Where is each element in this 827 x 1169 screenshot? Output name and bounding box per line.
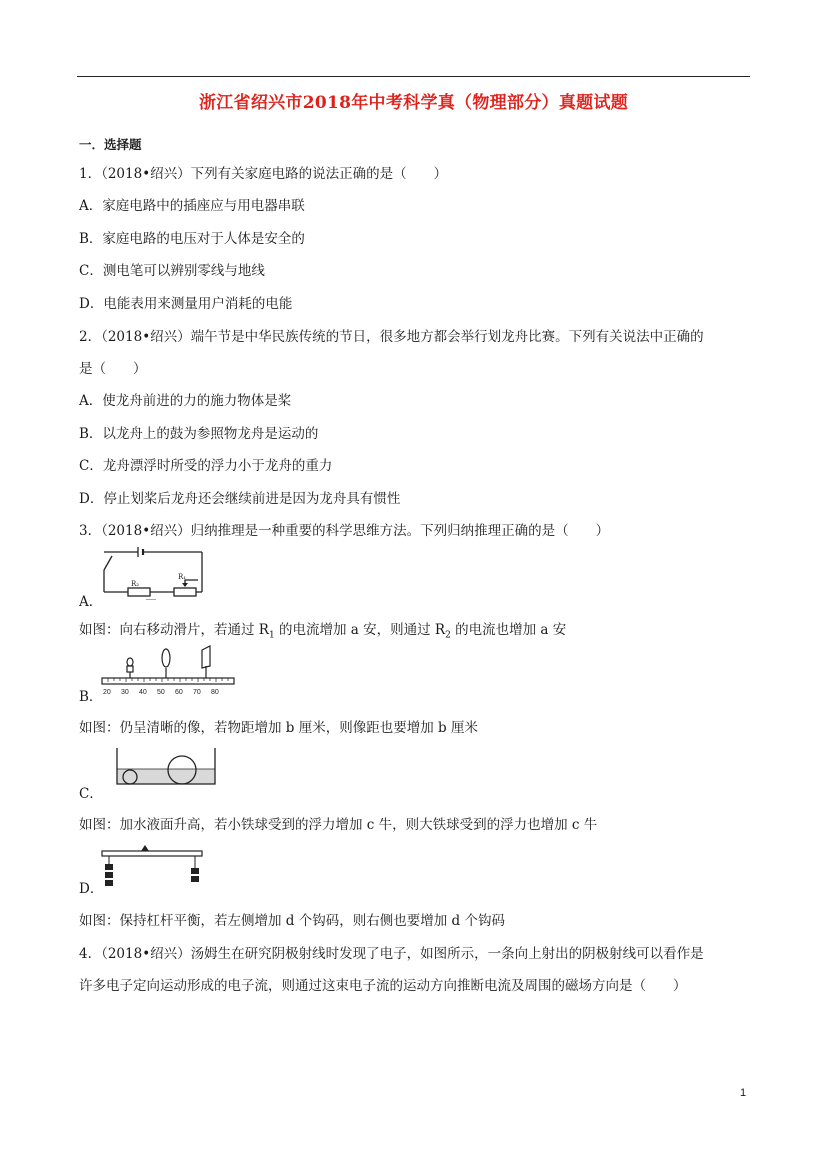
q2-stem-line1: 2．（2018•绍兴）端午节是中华民族传统的节日，很多地方都会举行划龙舟比赛。下列有关说法中正确的 [79,329,704,345]
q3-a-text: 如图：向右移动滑片，若通过 $R_1$ 的电流增加 a 安，则通过 $R_2$ 的电流也增加 a 安 [79,622,567,641]
q1-option-c: C．测电笔可以辨别零线与地线 [79,263,265,279]
fig-a-r2-label: R₂ [131,580,140,588]
q3-figure-d-lever [98,844,208,890]
fig-a-r1-label: R₁ [178,573,187,581]
q1-stem: 1．（2018•绍兴）下列有关家庭电路的说法正确的是（ ） [79,166,448,182]
header-rule [77,76,750,77]
q4-stem-line2: 许多电子定向运动形成的电子流，则通过这束电子流的运动方向推断电流及周围的磁场方向是（ ） [79,978,687,994]
q2-option-a: A．使龙舟前进的力的施力物体是桨 [79,393,292,409]
q4-stem-line1: 4．（2018•绍兴）汤姆生在研究阴极射线时发现了电子，如图所示，一条向上射出的阴极射线可以看作是 [79,946,704,962]
fig-b-tick-70: 70 [193,689,201,696]
section-heading: 一．选择题 [79,137,142,152]
q3-b-label: B． [79,689,103,705]
q3-c-text: 如图：加水液面升高，若小铁球受到的浮力增加 c 牛，则大铁球受到的浮力也增加 c 牛 [79,817,598,833]
page-title: 浙江省绍兴市2018年中考科学真（物理部分）真题试题 [198,93,629,113]
q2-stem-line2: 是（ ） [79,361,147,377]
q3-b-text: 如图：仍呈清晰的像，若物距增加 b 厘米，则像距也要增加 b 厘米 [79,720,478,736]
fig-b-tick-20: 20 [103,689,111,696]
fig-b-tick-60: 60 [175,689,183,696]
q2-option-b: B．以龙舟上的鼓为参照物龙舟是运动的 [79,426,319,442]
fig-b-tick-30: 30 [121,689,129,696]
q2-option-c: C．龙舟漂浮时所受的浮力小于龙舟的重力 [79,458,333,474]
q3-c-label: C． [79,786,103,802]
fig-b-tick-80: 80 [211,689,219,696]
q3-stem: 3．（2018•绍兴）归纳推理是一种重要的科学思维方法。下列归纳推理正确的是（ ） [79,523,610,539]
q2-option-d: D．停止划桨后龙舟还会继续前进是因为龙舟具有惯性 [79,491,401,507]
q3-figure-a-circuit [98,544,208,600]
q3-a-label: A． [79,594,103,610]
q3-d-label: D． [79,881,104,897]
q1-option-a: A．家庭电路中的插座应与用电器串联 [79,198,305,214]
q3-d-text: 如图：保持杠杆平衡，若左侧增加 d 个钩码，则右侧也要增加 d 个钩码 [79,913,505,929]
q3-figure-b-optical-bench [98,644,238,698]
q1-option-d: D．电能表用来测量用户消耗的电能 [79,296,293,312]
q1-option-b: B．家庭电路的电压对于人体是安全的 [79,231,305,247]
fig-b-tick-40: 40 [139,689,147,696]
fig-b-tick-50: 50 [157,689,165,696]
q3-figure-c-container [100,746,218,786]
page-number: 1 [740,1087,747,1099]
